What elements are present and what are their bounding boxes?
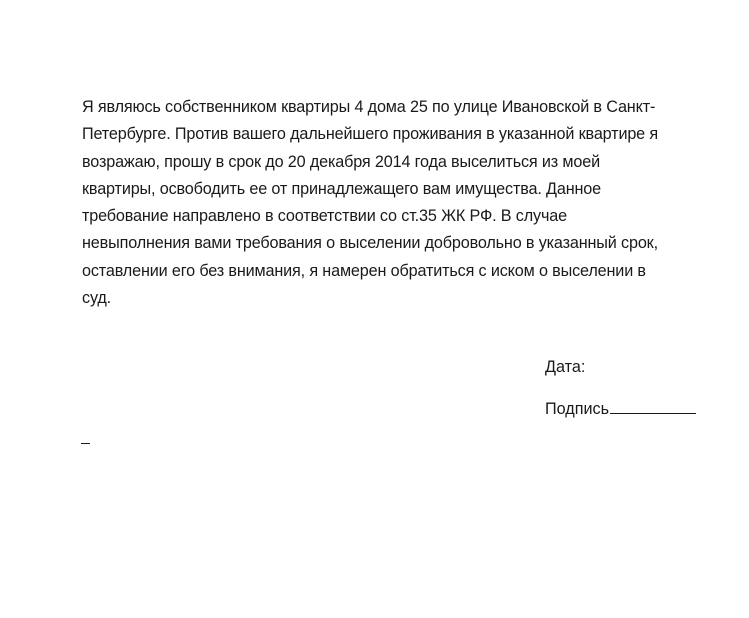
paragraph-line: возражаю, прошу в срок до 20 декабря 2014 года выселиться из моей bbox=[82, 152, 600, 171]
signature-label: Подпись bbox=[545, 400, 610, 418]
paragraph-line: суд. bbox=[82, 289, 111, 308]
paragraph-line: оставлении его без внимания, я намерен обратиться с иском о выселении в bbox=[82, 261, 646, 280]
paragraph-line: квартиры, освободить ее от принадлежащего вам имущества. Данное bbox=[82, 179, 602, 198]
underscore-mark bbox=[81, 443, 90, 444]
paragraph-line: Я являюсь собственником квартиры 4 дома 25 по улице Ивановской в Санкт- bbox=[82, 98, 656, 116]
date-label: Дата: bbox=[545, 358, 586, 376]
signature-blank-line bbox=[610, 397, 696, 414]
signature-field bbox=[545, 397, 696, 420]
body-paragraph bbox=[82, 94, 722, 312]
paragraph-line: невыполнения вами требования о выселении добровольно в указанный срок, bbox=[82, 234, 658, 253]
paragraph-line: требование направлено в соответствии со ст.35 ЖК РФ. В случае bbox=[82, 207, 567, 226]
paragraph-line: Петербурге. Против вашего дальнейшего проживания в указанной квартире я bbox=[82, 125, 659, 144]
